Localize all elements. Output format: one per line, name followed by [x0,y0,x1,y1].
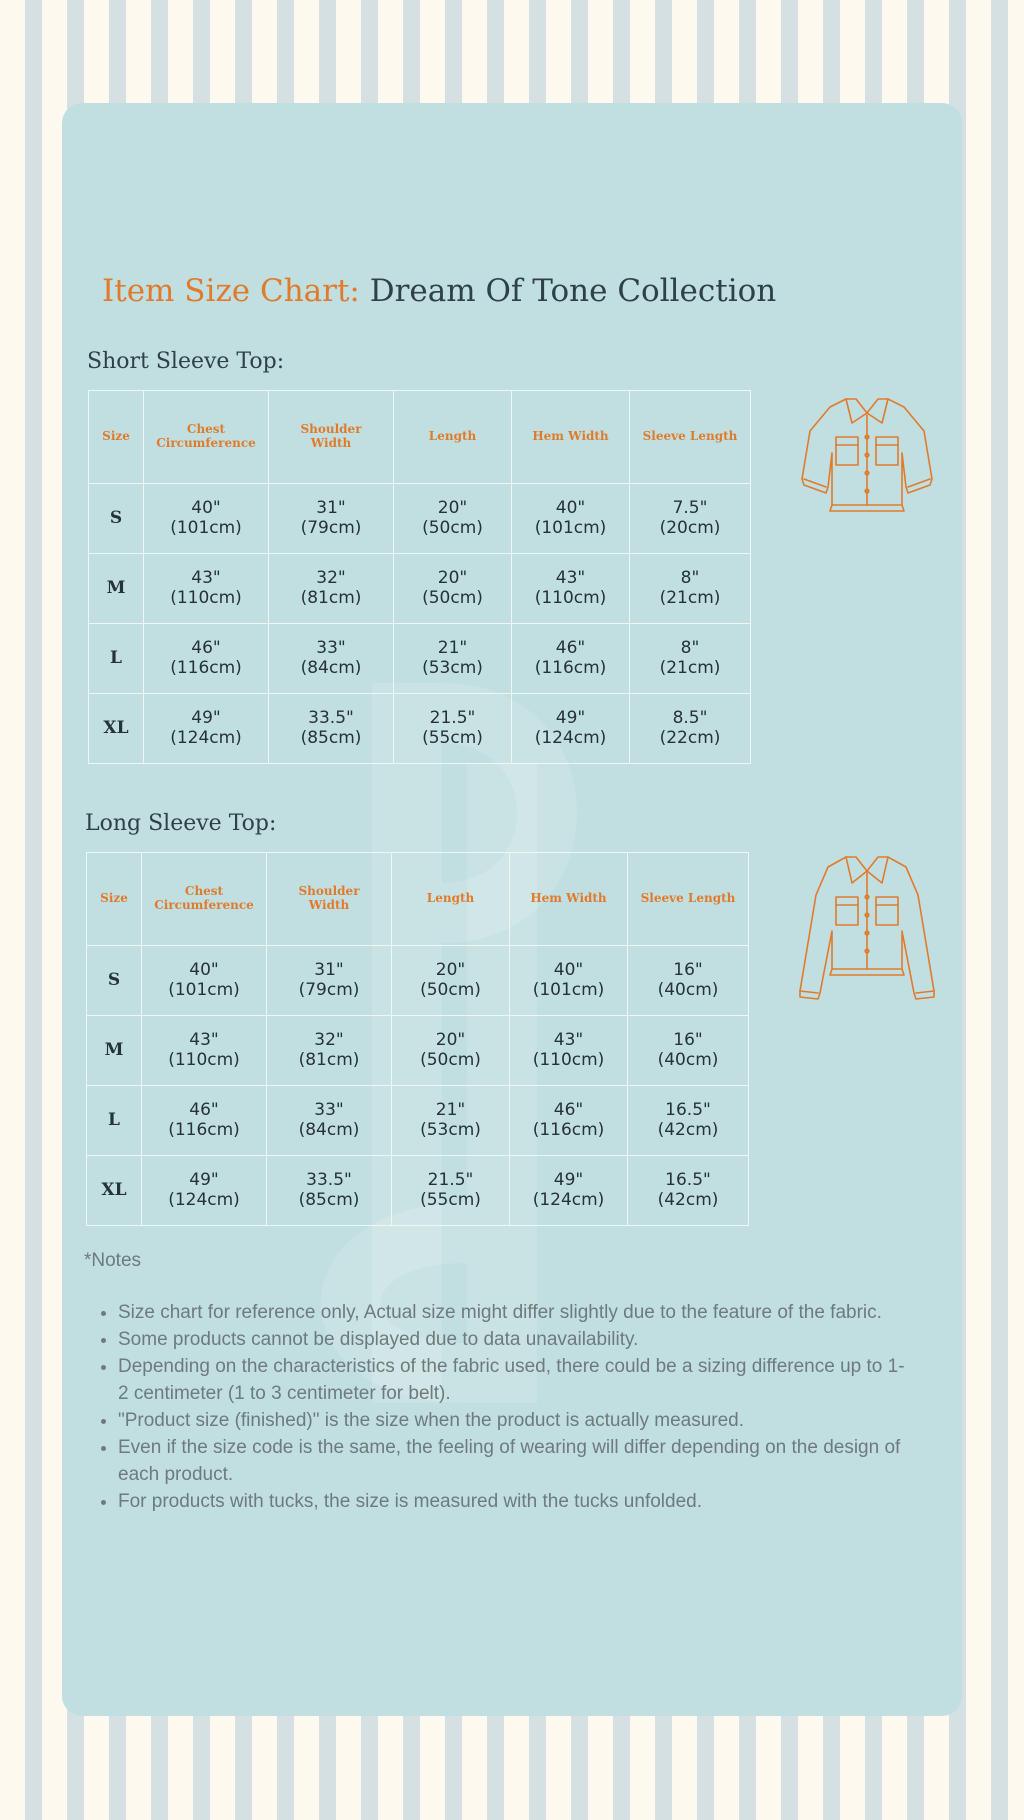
hem-cell: 40" (101cm) [510,946,628,1016]
header-hem: Hem Width [512,391,630,484]
hem-cell: 46" (116cm) [512,624,630,694]
sleeve-cell: 7.5" (20cm) [630,484,751,554]
sleeve-cell: 16.5" (42cm) [628,1086,749,1156]
length-cell: 21.5" (55cm) [394,694,512,764]
shoulder-cell: 31" (79cm) [269,484,394,554]
length-cell: 20" (50cm) [394,484,512,554]
sleeve-cell: 16.5" (42cm) [628,1156,749,1226]
short-sleeve-heading: Short Sleeve Top: [87,349,285,374]
short-sleeve-shirt-icon [796,393,938,515]
table-row [89,484,751,554]
header-size: Size [87,853,142,946]
size-cell: XL [89,694,144,764]
shoulder-cell: 33" (84cm) [269,624,394,694]
long-sleeve-size-table [86,852,749,1226]
chest-cell: 43" (110cm) [144,554,269,624]
notes-title: *Notes [84,1250,142,1271]
table-row [89,694,751,764]
header-hem: Hem Width [510,853,628,946]
chest-cell: 43" (110cm) [142,1016,267,1086]
chest-cell: 49" (124cm) [144,694,269,764]
header-chest: Chest Circumference [142,853,267,946]
hem-cell: 49" (124cm) [510,1156,628,1226]
header-shoulder: Shoulder Width [269,391,394,484]
list-item: • Some products cannot be displayed due to data unavailability. [118,1326,908,1353]
size-cell: L [89,624,144,694]
header-size: Size [89,391,144,484]
table-header-row [87,853,749,946]
list-item: • Size chart for reference only, Actual size might differ slightly due to the feature of the fabric. [118,1299,908,1326]
sleeve-cell: 8.5" (22cm) [630,694,751,764]
shoulder-cell: 32" (81cm) [267,1016,392,1086]
length-cell: 20" (50cm) [392,1016,510,1086]
short-sleeve-size-table [88,390,751,764]
size-cell: L [87,1086,142,1156]
list-item: • For products with tucks, the size is measured with the tucks unfolded. [118,1488,908,1515]
table-row [89,624,751,694]
list-item: • Even if the size code is the same, the feeling of wearing will differ depending on the design of each product. [118,1434,908,1488]
table-row [87,1016,749,1086]
long-sleeve-heading: Long Sleeve Top: [85,811,277,836]
length-cell: 21.5" (55cm) [392,1156,510,1226]
hem-cell: 43" (110cm) [512,554,630,624]
length-cell: 20" (50cm) [394,554,512,624]
sleeve-cell: 8" (21cm) [630,624,751,694]
shoulder-cell: 33.5" (85cm) [269,694,394,764]
table-row [87,1086,749,1156]
table-row [87,1156,749,1226]
sleeve-cell: 16" (40cm) [628,946,749,1016]
hem-cell: 46" (116cm) [510,1086,628,1156]
header-length: Length [394,391,512,484]
list-item: • "Product size (finished)" is the size when the product is actually measured. [118,1407,908,1434]
table-header-row [89,391,751,484]
header-shoulder: Shoulder Width [267,853,392,946]
table-row [89,554,751,624]
header-sleeve: Sleeve Length [628,853,749,946]
hem-cell: 40" (101cm) [512,484,630,554]
size-cell: M [89,554,144,624]
chest-cell: 46" (116cm) [144,624,269,694]
size-cell: XL [87,1156,142,1226]
header-sleeve: Sleeve Length [630,391,751,484]
length-cell: 21" (53cm) [394,624,512,694]
size-chart-card [62,103,962,1716]
list-item: • Depending on the characteristics of the fabric used, there could be a sizing difference up to 1-2 centimeter (1 to 3 centimeter for belt). [118,1353,908,1407]
size-cell: S [87,946,142,1016]
chest-cell: 46" (116cm) [142,1086,267,1156]
chest-cell: 40" (101cm) [144,484,269,554]
chest-cell: 40" (101cm) [142,946,267,1016]
shoulder-cell: 31" (79cm) [267,946,392,1016]
page-title: Item Size Chart: Dream Of Tone Collection [102,273,777,309]
length-cell: 21" (53cm) [392,1086,510,1156]
sleeve-cell: 16" (40cm) [628,1016,749,1086]
shoulder-cell: 33.5" (85cm) [267,1156,392,1226]
sleeve-cell: 8" (21cm) [630,554,751,624]
shoulder-cell: 33" (84cm) [267,1086,392,1156]
hem-cell: 49" (124cm) [512,694,630,764]
hem-cell: 43" (110cm) [510,1016,628,1086]
size-cell: S [89,484,144,554]
header-length: Length [392,853,510,946]
header-chest: Chest Circumference [144,391,269,484]
long-sleeve-shirt-icon [792,851,942,1011]
shoulder-cell: 32" (81cm) [269,554,394,624]
length-cell: 20" (50cm) [392,946,510,1016]
size-cell: M [87,1016,142,1086]
chest-cell: 49" (124cm) [142,1156,267,1226]
table-row [87,946,749,1016]
notes-list [84,1299,908,1515]
